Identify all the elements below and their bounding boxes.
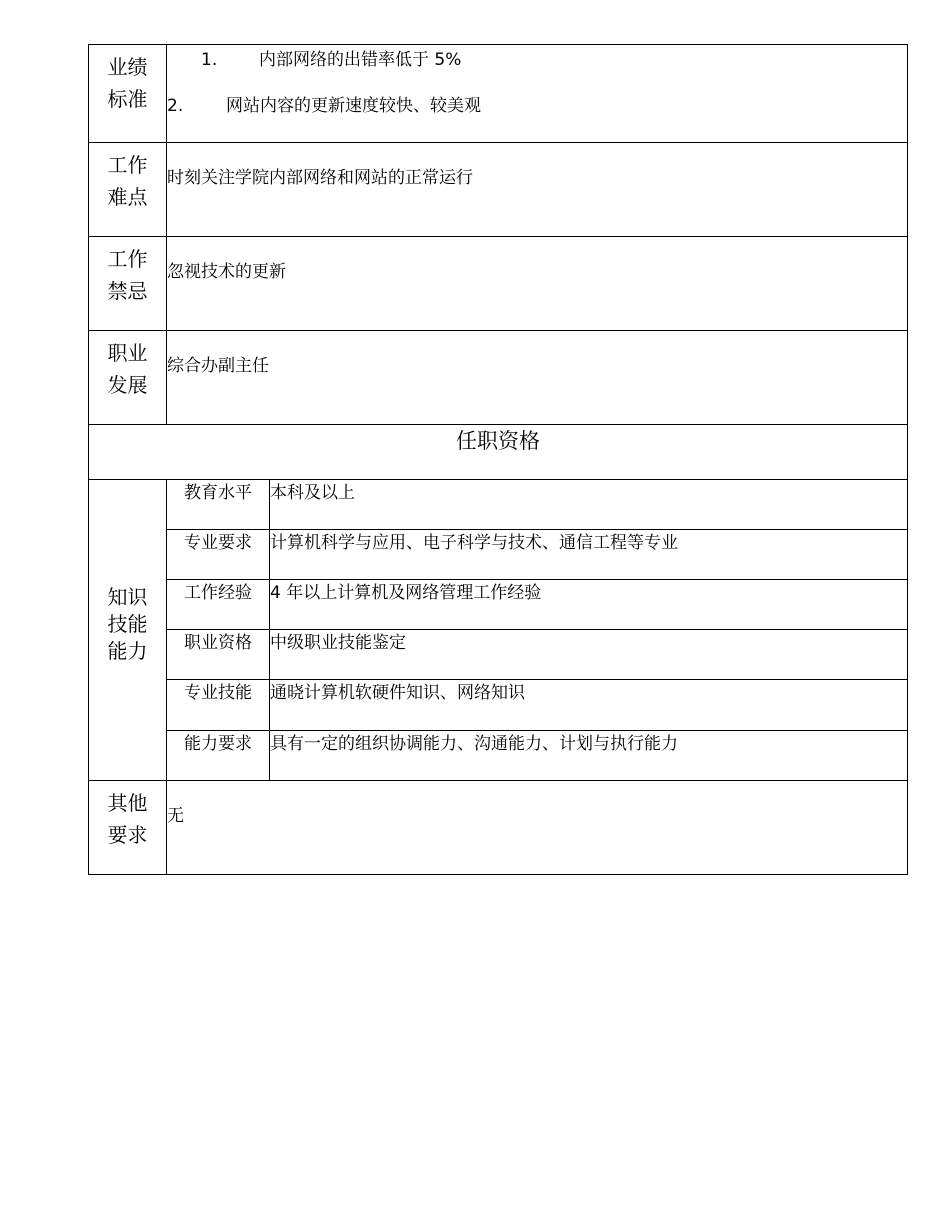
performance-standard-label (89, 45, 167, 143)
major-requirement-label: 专业要求 (167, 530, 270, 580)
other-requirements-content: 无 (167, 781, 908, 875)
job-description-table (88, 44, 908, 875)
ability-requirement-label: 能力要求 (167, 731, 270, 781)
skills-row-certification (89, 630, 908, 680)
difficulty-label-line2: 难点 (107, 185, 148, 209)
professional-skill-value: 通晓计算机软硬件知识、网络知识 (270, 680, 908, 731)
performance-standard-row (89, 45, 908, 143)
professional-skill-label: 专业技能 (167, 680, 270, 731)
major-requirement-value: 计算机科学与应用、电子科学与技术、通信工程等专业 (270, 530, 908, 580)
skills-row-education (89, 480, 908, 530)
taboo-label-line1: 工作 (107, 247, 148, 271)
skills-row-major (89, 530, 908, 580)
career-label-line1: 职业 (107, 341, 148, 365)
performance-item-2-number: 2. (167, 96, 184, 116)
work-taboo-row (89, 237, 908, 331)
ability-requirement-value: 具有一定的组织协调能力、沟通能力、计划与执行能力 (270, 731, 908, 781)
taboo-label-line2: 禁忌 (107, 279, 148, 303)
skills-row-experience (89, 580, 908, 630)
qualification-title: 任职资格 (89, 425, 908, 480)
skills-label-line3: 能力 (107, 638, 148, 663)
work-difficulty-label (89, 143, 167, 237)
other-requirements-label (89, 781, 167, 875)
work-experience-value: 4 年以上计算机及网络管理工作经验 (270, 580, 908, 630)
qualification-title-row (89, 425, 908, 480)
difficulty-label-line1: 工作 (107, 153, 148, 177)
career-development-row (89, 331, 908, 425)
performance-label-line2: 标准 (107, 87, 148, 111)
knowledge-skills-ability-label (89, 480, 167, 781)
other-requirements-row (89, 781, 908, 875)
certification-label: 职业资格 (167, 630, 270, 680)
performance-item-1-number: 1. (201, 50, 218, 70)
education-level-label: 教育水平 (167, 480, 270, 530)
work-difficulty-row (89, 143, 908, 237)
performance-item-2-text: 网站内容的更新速度较快、较美观 (226, 96, 481, 116)
work-experience-label: 工作经验 (167, 580, 270, 630)
other-label-line1: 其他 (107, 791, 148, 815)
work-difficulty-content: 时刻关注学院内部网络和网站的正常运行 (167, 143, 908, 237)
career-development-content: 综合办副主任 (167, 331, 908, 425)
skills-row-professional (89, 680, 908, 731)
skills-label-line1: 知识 (107, 584, 148, 609)
education-level-value: 本科及以上 (270, 480, 908, 530)
performance-item-1 (167, 49, 907, 71)
career-development-label (89, 331, 167, 425)
performance-item-2 (167, 95, 907, 117)
work-taboo-content: 忽视技术的更新 (167, 237, 908, 331)
performance-label-line1: 业绩 (107, 55, 148, 79)
other-label-line2: 要求 (107, 823, 148, 847)
skills-label-line2: 技能 (107, 611, 148, 636)
skills-row-ability (89, 731, 908, 781)
career-label-line2: 发展 (107, 373, 148, 397)
work-taboo-label (89, 237, 167, 331)
performance-standard-content (167, 45, 908, 143)
certification-value: 中级职业技能鉴定 (270, 630, 908, 680)
performance-item-1-text: 内部网络的出错率低于 5% (259, 50, 462, 70)
